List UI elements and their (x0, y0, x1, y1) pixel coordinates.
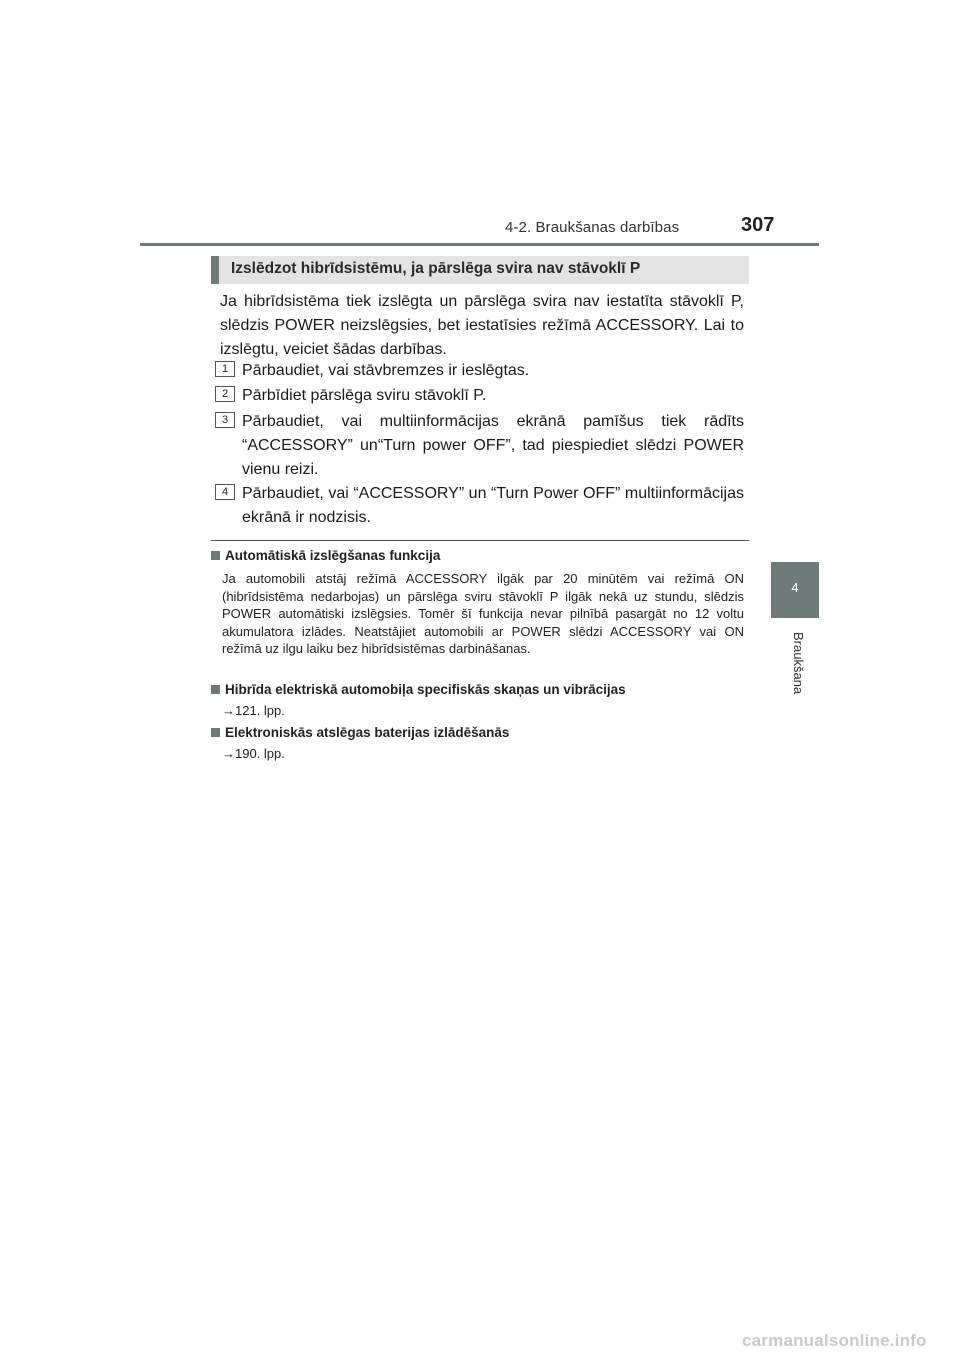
intro-paragraph: Ja hibrīdsistēma tiek izslēgta un pārslēga svira nav iestatīta stāvoklī P, slēdzis POWER neizslēgsies, bet iestatīsies režīmā ACCESSORY. Lai to izslēgtu, veiciet šādas darbības. (220, 293, 744, 358)
page-reference: →121. lpp. (222, 703, 285, 718)
chapter-title: Braukšana (791, 632, 806, 695)
note-heading (211, 725, 751, 740)
header-divider (140, 243, 819, 246)
section-heading-bar (211, 256, 749, 284)
header-section-title: 4-2. Braukšanas darbības (505, 219, 680, 236)
note-heading (211, 682, 751, 697)
page-number: 307 (741, 214, 775, 236)
step-text: Pārbaudiet, vai multiinformācijas ekrānā pamīšus tiek rādīts “ACCESSORY” un“Turn power OFF”, tad piespiediet slēdzi POWER vienu reizi. (242, 413, 744, 478)
note-body: Ja automobili atstāj režīmā ACCESSORY ilgāk par 20 minūtēm vai režīmā ON (hibrīdsistēma nedarbojas) un pārslēga sviru stāvoklī P ilgāk nekā uz stundu, slēdzis POWER automātiski izslēgsies. Tomēr šī funkcija nevar pilnībā pasargāt no 12 voltu akumulatora izlādes. Neatstājiet automobili ar POWER slēdzi ACCESSORY vai ON režīmā uz ilgu laiku bez hibrīdsistēmas darbināšanas. (222, 571, 744, 656)
step-number-badge: 4 (215, 484, 235, 500)
step-number-badge: 2 (215, 386, 235, 402)
step-text: Pārbaudiet, vai stāvbremzes ir ieslēgtas. (242, 362, 530, 379)
square-bullet-icon (211, 551, 220, 560)
chapter-number: 4 (791, 580, 799, 595)
note-title: Hibrīda elektriskā automobiļa specifiskās skaņas un vibrācijas (225, 682, 626, 697)
note-title: Automātiskā izslēgšanas funkcija (225, 548, 441, 563)
page-reference: →190. lpp. (222, 746, 285, 761)
step-text: Pārbīdiet pārslēga sviru stāvoklī P. (242, 387, 487, 404)
step-number-badge: 1 (215, 361, 235, 377)
step-number-badge: 3 (215, 412, 235, 428)
square-bullet-icon (211, 728, 220, 737)
chapter-tab (771, 562, 819, 618)
section-title: Izslēdzot hibrīdsistēmu, ja pārslēga svira nav stāvoklī P (231, 260, 641, 277)
watermark: carmanualsonline.info (742, 1331, 927, 1350)
step-text: Pārbaudiet, vai “ACCESSORY” un “Turn Power OFF” multiinformācijas ekrānā ir nodzisis. (242, 485, 744, 526)
square-bullet-icon (211, 685, 220, 694)
note-title: Elektroniskās atslēgas baterijas izlādēšanās (225, 725, 510, 740)
note-heading (211, 548, 751, 563)
notes-divider (211, 540, 749, 541)
